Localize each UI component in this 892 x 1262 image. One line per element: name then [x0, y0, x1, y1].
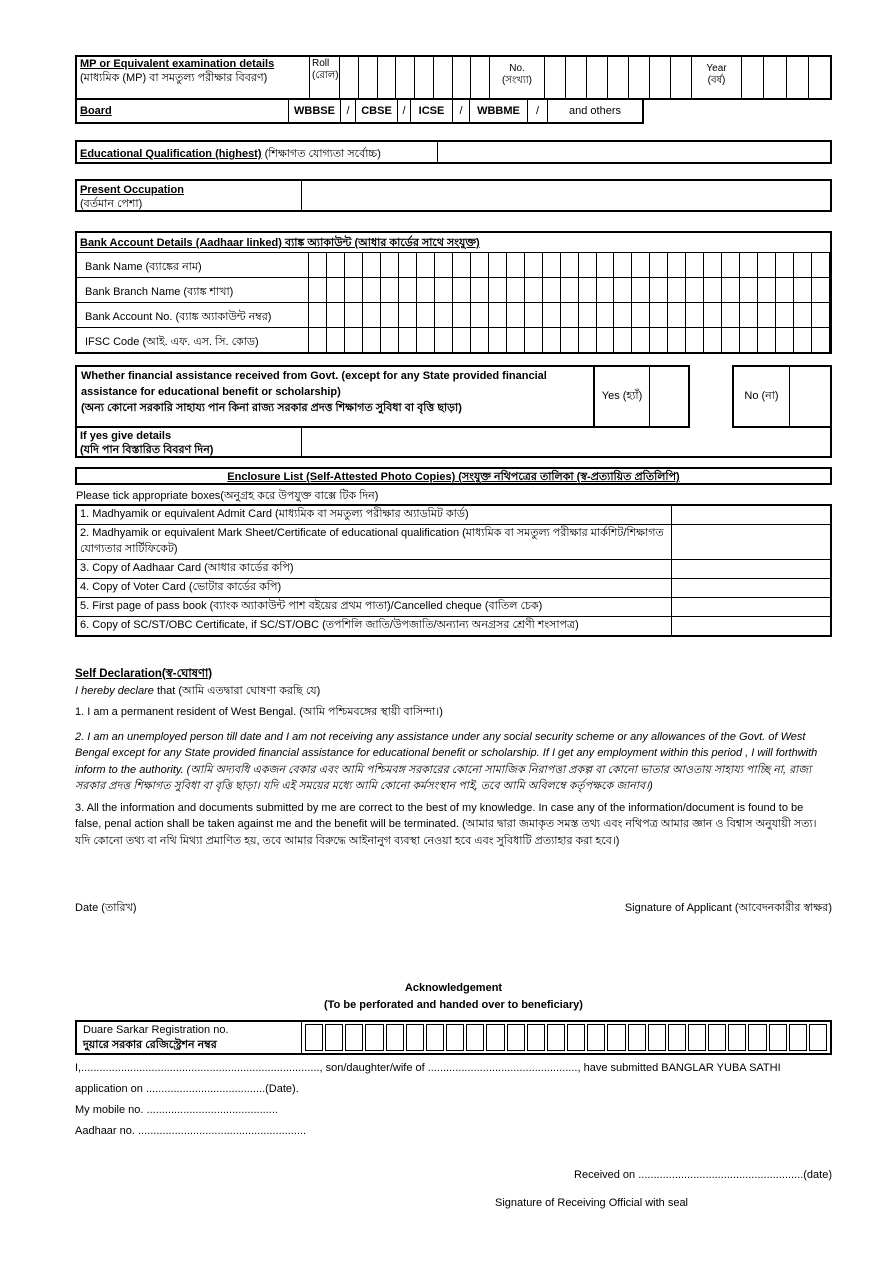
enclosure-item-6: 6. Copy of SC/ST/OBC Certificate, if SC/ST/OBC (তপশিলি জাতি/উপজাতি/অন্যান্য অনগ্রসর শ্রেণী শংসাপত্র)	[77, 617, 672, 635]
entry-box[interactable]	[345, 253, 363, 277]
entry-box[interactable]	[435, 328, 453, 352]
financial-assistance-row	[75, 365, 832, 428]
entry-box[interactable]	[597, 278, 615, 302]
entry-box[interactable]	[579, 328, 597, 352]
entry-box[interactable]	[764, 57, 786, 98]
entry-box[interactable]	[597, 253, 615, 277]
entry-box[interactable]	[597, 303, 615, 327]
entry-box[interactable]	[446, 1024, 464, 1051]
duare-sarkar-label-en: Duare Sarkar Registration no.	[83, 1024, 229, 1037]
entry-box[interactable]	[776, 328, 794, 352]
entry-box[interactable]	[776, 253, 794, 277]
board-separator: /	[528, 100, 548, 122]
occupation-label-en: Present Occupation	[80, 184, 184, 196]
enclosure-item-5: 5. First page of pass book (ব্যাংক অ্যাকাউন্ট পাশ বইয়ের প্রথম পাতা)/Cancelled cheque (বাতিল চেক)	[77, 598, 672, 616]
entry-box[interactable]	[789, 1024, 807, 1051]
entry-box[interactable]	[566, 57, 587, 98]
acknowledgement-title: Acknowledgement	[404, 982, 503, 995]
financial-details-row	[75, 428, 832, 458]
year-label-en: Year	[706, 63, 727, 74]
declaration-item-1: 1. I am a permanent resident of West Bengal. (আমি পশ্চিমবঙ্গের স্থায়ী বাসিন্দা।)	[75, 706, 443, 719]
duare-sarkar-label	[77, 1022, 302, 1053]
entry-box[interactable]	[547, 1024, 565, 1051]
entry-box[interactable]	[722, 303, 740, 327]
entry-box[interactable]	[489, 328, 507, 352]
board-option-wbbme[interactable]: WBBME	[470, 100, 528, 122]
entry-box[interactable]	[722, 253, 740, 277]
entry-box[interactable]	[471, 57, 489, 98]
entry-box[interactable]	[794, 253, 812, 277]
enclosure-section	[75, 467, 832, 637]
entry-box[interactable]	[704, 253, 722, 277]
entry-box[interactable]	[632, 328, 650, 352]
entry-box[interactable]	[345, 328, 363, 352]
entry-box[interactable]	[543, 278, 561, 302]
no-label: No (না)	[734, 367, 790, 426]
entry-box[interactable]	[417, 278, 435, 302]
entry-box[interactable]	[704, 328, 722, 352]
acknowledgement-subtitle: (To be perforated and handed over to beneficiary)	[324, 998, 583, 1011]
financial-question-bn: (অন্য কোনো সরকারি সাহায্য পান কিনা রাজ্য সরকার প্রদত্ত শিক্ষাগত সুবিধা বা বৃত্তি ছাড়া)	[81, 401, 462, 414]
no-label	[490, 57, 545, 98]
financial-details-label	[77, 428, 302, 456]
board-row	[75, 100, 644, 124]
occupation-label-bn: (বর্তমান পেশা)	[80, 198, 143, 211]
bank-name-row	[77, 252, 830, 277]
entry-box[interactable]	[363, 328, 381, 352]
entry-box[interactable]	[309, 278, 327, 302]
acknowledgement-heading	[75, 980, 832, 1013]
entry-box[interactable]	[587, 57, 608, 98]
entry-box[interactable]	[507, 1024, 525, 1051]
entry-box[interactable]	[776, 278, 794, 302]
entry-box[interactable]	[632, 253, 650, 277]
enclosure-row	[77, 597, 830, 616]
entry-box[interactable]	[435, 253, 453, 277]
bank-account-row	[77, 302, 830, 327]
entry-box[interactable]	[399, 303, 417, 327]
entry-box[interactable]	[650, 278, 668, 302]
enclosure-row	[77, 616, 830, 635]
board-option-wbbse[interactable]: WBBSE	[289, 100, 341, 122]
ifsc-boxes	[309, 328, 830, 352]
entry-box[interactable]	[525, 278, 543, 302]
entry-box[interactable]	[668, 278, 686, 302]
entry-box[interactable]	[309, 253, 327, 277]
entry-box[interactable]	[545, 57, 566, 98]
entry-box[interactable]	[415, 57, 434, 98]
entry-box[interactable]	[543, 328, 561, 352]
entry-box[interactable]	[629, 57, 650, 98]
entry-box[interactable]	[525, 303, 543, 327]
entry-box[interactable]	[668, 328, 686, 352]
board-option-others[interactable]: and others	[569, 105, 621, 117]
entry-box[interactable]	[686, 328, 704, 352]
number-boxes	[545, 57, 692, 98]
ack-line-3: My mobile no. ...........................................	[75, 1104, 278, 1117]
exam-details-row	[75, 55, 832, 100]
entry-box[interactable]	[742, 57, 764, 98]
entry-box[interactable]	[381, 278, 399, 302]
enclosure-tick-6[interactable]	[672, 617, 830, 635]
received-on-line: Received on ......................................................(date)	[574, 1168, 832, 1181]
entry-box[interactable]	[417, 328, 435, 352]
board-label: Board	[77, 100, 289, 122]
exam-title-bn: (মাধ্যমিক (MP) বা সমতুল্য পরীক্ষার বিবরণ)	[80, 71, 268, 84]
financial-question	[75, 365, 595, 428]
entry-box[interactable]	[365, 1024, 383, 1051]
entry-box[interactable]	[579, 303, 597, 327]
declaration-intro-rest: that (আমি এতদ্বারা ঘোষণা করছি যে)	[153, 684, 321, 697]
entry-box[interactable]	[453, 278, 471, 302]
entry-box[interactable]	[668, 253, 686, 277]
entry-box[interactable]	[489, 253, 507, 277]
bank-name-boxes	[309, 253, 830, 277]
entry-box[interactable]	[327, 328, 345, 352]
entry-box[interactable]	[453, 328, 471, 352]
entry-box[interactable]	[363, 278, 381, 302]
entry-box[interactable]	[579, 253, 597, 277]
entry-box[interactable]	[794, 328, 812, 352]
education-input[interactable]	[438, 142, 830, 162]
applicant-signature-label: Signature of Applicant (আবেদনকারীর স্বাক্ষর)	[624, 902, 832, 915]
entry-box[interactable]	[525, 253, 543, 277]
duare-sarkar-row	[75, 1020, 832, 1055]
entry-box[interactable]	[453, 253, 471, 277]
enclosure-row	[77, 578, 830, 597]
occupation-label	[77, 181, 302, 210]
no-label-en: No.	[509, 63, 525, 74]
entry-box[interactable]	[758, 253, 776, 277]
entry-box[interactable]	[607, 1024, 625, 1051]
entry-box[interactable]	[794, 303, 812, 327]
entry-box[interactable]	[434, 57, 453, 98]
entry-box[interactable]	[587, 1024, 605, 1051]
roll-number-boxes	[340, 57, 490, 98]
entry-box[interactable]	[305, 1024, 323, 1051]
bank-branch-label: Bank Branch Name (ব্যাঙ্ক শাখা)	[77, 278, 309, 302]
bank-branch-row	[77, 277, 830, 302]
yes-label: Yes (হ্যাঁ)	[595, 367, 650, 426]
entry-box[interactable]	[614, 328, 632, 352]
financial-details-input[interactable]	[302, 428, 830, 456]
year-label	[692, 57, 742, 98]
entry-box[interactable]	[466, 1024, 484, 1051]
entry-box[interactable]	[345, 278, 363, 302]
enclosure-title: Enclosure List (Self-Attested Photo Copies) (সংযুক্ত নথিপত্রের তালিকা (স্ব-প্রত্যায়িত প্রতিলিপি)	[75, 467, 832, 485]
entry-box[interactable]	[688, 1024, 706, 1051]
entry-box[interactable]	[567, 1024, 585, 1051]
bank-details-header: Bank Account Details (Aadhaar linked) ব্যাঙ্ক অ্যাকাউন্ট (আধার কার্ডের সাথে সংযুক্ত)	[80, 237, 480, 249]
entry-box[interactable]	[632, 278, 650, 302]
entry-box[interactable]	[471, 253, 489, 277]
enclosure-tick-2[interactable]	[672, 525, 830, 559]
entry-box[interactable]	[787, 57, 809, 98]
occupation-input[interactable]	[302, 181, 830, 210]
entry-box[interactable]	[340, 57, 359, 98]
no-option-block	[732, 365, 832, 428]
year-label-bn: (বর্ষ)	[707, 74, 726, 86]
education-label-en: Educational Qualification (highest)	[80, 148, 262, 160]
entry-box[interactable]	[396, 57, 415, 98]
entry-box[interactable]	[327, 278, 345, 302]
acknowledgement-text	[75, 1058, 832, 1142]
no-checkbox[interactable]	[790, 367, 830, 426]
entry-box[interactable]	[471, 303, 489, 327]
entry-box[interactable]	[489, 303, 507, 327]
entry-box[interactable]	[704, 303, 722, 327]
ifsc-label: IFSC Code (আই. এফ. এস. সি. কোড)	[77, 328, 309, 352]
entry-box[interactable]	[378, 57, 397, 98]
entry-box[interactable]	[381, 253, 399, 277]
duare-sarkar-label-bn: দুয়ারে সরকার রেজিস্ট্রেশন নম্বর	[83, 1039, 217, 1052]
entry-box[interactable]	[489, 278, 507, 302]
no-label-bn: (সংখ্যা)	[502, 74, 532, 86]
financial-question-en: Whether financial assistance received from Govt. (except for any State provided financial assistance for educational benefit or scholarship)	[81, 370, 547, 398]
entry-box[interactable]	[704, 278, 722, 302]
entry-box[interactable]	[794, 278, 812, 302]
entry-box[interactable]	[453, 57, 472, 98]
enclosure-item-3: 3. Copy of Aadhaar Card (আধার কার্ডের কপি)	[77, 560, 672, 578]
entry-box[interactable]	[561, 303, 579, 327]
entry-box[interactable]	[740, 278, 758, 302]
form-content	[75, 55, 832, 1209]
entry-box[interactable]	[486, 1024, 504, 1051]
entry-box[interactable]	[758, 303, 776, 327]
entry-box[interactable]	[399, 253, 417, 277]
ack-line-2: application on .......................................(Date).	[75, 1083, 299, 1096]
exam-details-table	[75, 55, 832, 124]
entry-box[interactable]	[363, 253, 381, 277]
bank-account-boxes	[309, 303, 830, 327]
bank-details-table	[75, 231, 832, 354]
entry-box[interactable]	[309, 328, 327, 352]
entry-box[interactable]	[686, 278, 704, 302]
entry-box[interactable]	[740, 253, 758, 277]
entry-box[interactable]	[363, 303, 381, 327]
entry-box[interactable]	[507, 303, 525, 327]
declaration-title: Self Declaration(স্ব-ঘোষণা)	[75, 667, 213, 680]
ack-line-1: I,.............................................................................., son/daughter/wife of ................................................., have submitted BANGLAR YUBA SATHI	[75, 1062, 781, 1075]
entry-box[interactable]	[776, 303, 794, 327]
exam-details-label	[77, 57, 310, 98]
entry-box[interactable]	[435, 303, 453, 327]
entry-box[interactable]	[809, 57, 830, 98]
entry-box[interactable]	[561, 253, 579, 277]
roll-label: Roll (রোল)	[310, 57, 340, 98]
yes-option-block	[595, 365, 690, 428]
board-separator: /	[398, 100, 411, 122]
entry-box[interactable]	[417, 303, 435, 327]
entry-box[interactable]	[453, 303, 471, 327]
entry-box[interactable]	[722, 328, 740, 352]
board-option-icse[interactable]: ICSE	[411, 100, 453, 122]
entry-box[interactable]	[809, 1024, 827, 1051]
ack-line-4: Aadhaar no. .......................................................	[75, 1124, 307, 1137]
entry-box[interactable]	[758, 328, 776, 352]
declaration-item-3: 3. All the information and documents submitted by me are correct to the best of my knowledge. In case any of the information/document is found to be false, penal action shall be taken against me and the benefit will be terminated. (আমার দ্বারা জমাকৃত সমস্ত তথ্য এবং নথিপত্র আমার জ্ঞান ও বিশ্বাস অনুযায়ী সত্য। যদি কোনো তথ্য বা নথি মিথ্যা প্রমাণিত হয়, তবে আমার বিরুদ্ধে আইনানুগ ব্যবস্থা নেওয়া হবে এবং সুবিধাটি প্রত্যাহার করা হবে।)	[75, 801, 817, 847]
entry-box[interactable]	[561, 328, 579, 352]
entry-box[interactable]	[758, 278, 776, 302]
board-separator: /	[453, 100, 470, 122]
entry-box[interactable]	[527, 1024, 545, 1051]
entry-box[interactable]	[435, 278, 453, 302]
entry-box[interactable]	[525, 328, 543, 352]
date-label: Date (তারিখ)	[75, 902, 137, 915]
entry-box[interactable]	[728, 1024, 746, 1051]
entry-box[interactable]	[812, 253, 830, 277]
entry-box[interactable]	[325, 1024, 343, 1051]
entry-box[interactable]	[668, 1024, 686, 1051]
entry-box[interactable]	[650, 57, 671, 98]
entry-box[interactable]	[668, 303, 686, 327]
education-row	[75, 140, 832, 164]
entry-box[interactable]	[471, 328, 489, 352]
enclosure-table	[75, 504, 832, 637]
enclosure-row	[77, 506, 830, 524]
receiving-official-signature-label: Signature of Receiving Official with seal	[495, 1196, 689, 1209]
entry-box[interactable]	[632, 303, 650, 327]
entry-box[interactable]	[579, 278, 597, 302]
entry-box[interactable]	[628, 1024, 646, 1051]
entry-box[interactable]	[507, 328, 525, 352]
entry-box[interactable]	[381, 328, 399, 352]
enclosure-tick-3[interactable]	[672, 560, 830, 578]
board-option-cbse[interactable]: CBSE	[356, 100, 398, 122]
declaration-intro-italic: I hereby declare	[75, 684, 154, 697]
entry-box[interactable]	[812, 328, 830, 352]
entry-box[interactable]	[471, 278, 489, 302]
entry-box[interactable]	[686, 253, 704, 277]
entry-box[interactable]	[561, 278, 579, 302]
enclosure-item-2: 2. Madhyamik or equivalent Mark Sheet/Certificate of educational qualification (মাধ্যমিক বা সমতুল্য পরীক্ষার মার্কশিট/শিক্ষাগত যোগ্যতার সার্টিফিকেট)	[77, 525, 672, 559]
enclosure-tick-5[interactable]	[672, 598, 830, 616]
entry-box[interactable]	[327, 253, 345, 277]
entry-box[interactable]	[406, 1024, 424, 1051]
yes-no-gap	[690, 365, 732, 428]
entry-box[interactable]	[345, 1024, 363, 1051]
entry-box[interactable]	[399, 278, 417, 302]
financial-details-label-bn: (যদি পান বিস্তারিত বিবরণ দিন)	[80, 444, 214, 457]
bank-branch-boxes	[309, 278, 830, 302]
enclosure-instruction: Please tick appropriate boxes(অনুগ্রহ করে উপযুক্ত বাক্সে টিক দিন)	[76, 490, 379, 502]
declaration-item-2: 2. I am an unemployed person till date and I am not receiving any assistance under any social security scheme or any allowances of the Govt. of West Bengal except for any State provided financial assistance for educational benefit or scholarship. If I get any employment within this period , I will forthwith inform to the authority. (আমি অদ্যবধি একজন বেকার এবং আমি পশ্চিমবঙ্গ সরকারের কোনো সামাজিক নিরাপত্তা প্রকল্প বা কোনো ভাতার আওতায় সাহায্য পাচ্ছি না, রাজ্য সরকার প্রদত্ত শিক্ষাগত সুবিধা বা বৃত্তি ছাড়া। যদি এই সময়ের মধ্যে আমি কোনো কর্মসংস্থান পাই, তবে আমি অবিলম্বে কর্তৃপক্ষকে জানাব।)	[75, 730, 818, 793]
entry-box[interactable]	[327, 303, 345, 327]
bank-account-label: Bank Account No. (ব্যাঙ্ক অ্যাকাউন্ট নম্বর)	[77, 303, 309, 327]
entry-box[interactable]	[722, 278, 740, 302]
yes-checkbox[interactable]	[650, 367, 688, 426]
entry-box[interactable]	[686, 303, 704, 327]
entry-box[interactable]	[614, 253, 632, 277]
entry-box[interactable]	[708, 1024, 726, 1051]
entry-box[interactable]	[608, 57, 629, 98]
duare-sarkar-boxes	[302, 1022, 830, 1053]
entry-box[interactable]	[543, 303, 561, 327]
entry-box[interactable]	[507, 278, 525, 302]
entry-box[interactable]	[543, 253, 561, 277]
entry-box[interactable]	[614, 303, 632, 327]
enclosure-item-4: 4. Copy of Voter Card (ভোটার কার্ডের কপি)	[77, 579, 672, 597]
entry-box[interactable]	[386, 1024, 404, 1051]
entry-box[interactable]	[748, 1024, 766, 1051]
enclosure-tick-4[interactable]	[672, 579, 830, 597]
entry-box[interactable]	[309, 303, 327, 327]
education-label	[77, 142, 438, 162]
entry-box[interactable]	[671, 57, 691, 98]
declaration-intro	[75, 683, 832, 700]
date-signature-row	[75, 899, 832, 918]
entry-box[interactable]	[812, 278, 830, 302]
year-boxes	[742, 57, 830, 98]
entry-box[interactable]	[650, 328, 668, 352]
entry-box[interactable]	[399, 328, 417, 352]
enclosure-tick-1[interactable]	[672, 506, 830, 524]
entry-box[interactable]	[417, 253, 435, 277]
entry-box[interactable]	[650, 253, 668, 277]
entry-box[interactable]	[650, 303, 668, 327]
entry-box[interactable]	[359, 57, 378, 98]
bank-name-label: Bank Name (ব্যাঙ্কের নাম)	[77, 253, 309, 277]
occupation-row	[75, 179, 832, 212]
financial-details-label-en: If yes give details	[80, 430, 172, 442]
entry-box[interactable]	[345, 303, 363, 327]
exam-title-en: MP or Equivalent examination details	[80, 58, 275, 70]
entry-box[interactable]	[740, 303, 758, 327]
board-separator: /	[341, 100, 356, 122]
enclosure-row	[77, 524, 830, 559]
self-declaration-section	[75, 666, 832, 850]
enclosure-item-1: 1. Madhyamik or equivalent Admit Card (মাধ্যমিক বা সমতুল্য পরীক্ষার অ্যাডমিট কার্ড)	[77, 506, 672, 524]
ifsc-row	[77, 327, 830, 352]
entry-box[interactable]	[648, 1024, 666, 1051]
entry-box[interactable]	[614, 278, 632, 302]
entry-box[interactable]	[507, 253, 525, 277]
entry-box[interactable]	[769, 1024, 787, 1051]
enclosure-row	[77, 559, 830, 578]
entry-box[interactable]	[597, 328, 615, 352]
entry-box[interactable]	[381, 303, 399, 327]
education-label-bn: (শিক্ষাগত যোগ্যতা সর্বোচ্চ)	[264, 148, 381, 160]
entry-box[interactable]	[812, 303, 830, 327]
entry-box[interactable]	[740, 328, 758, 352]
entry-box[interactable]	[426, 1024, 444, 1051]
